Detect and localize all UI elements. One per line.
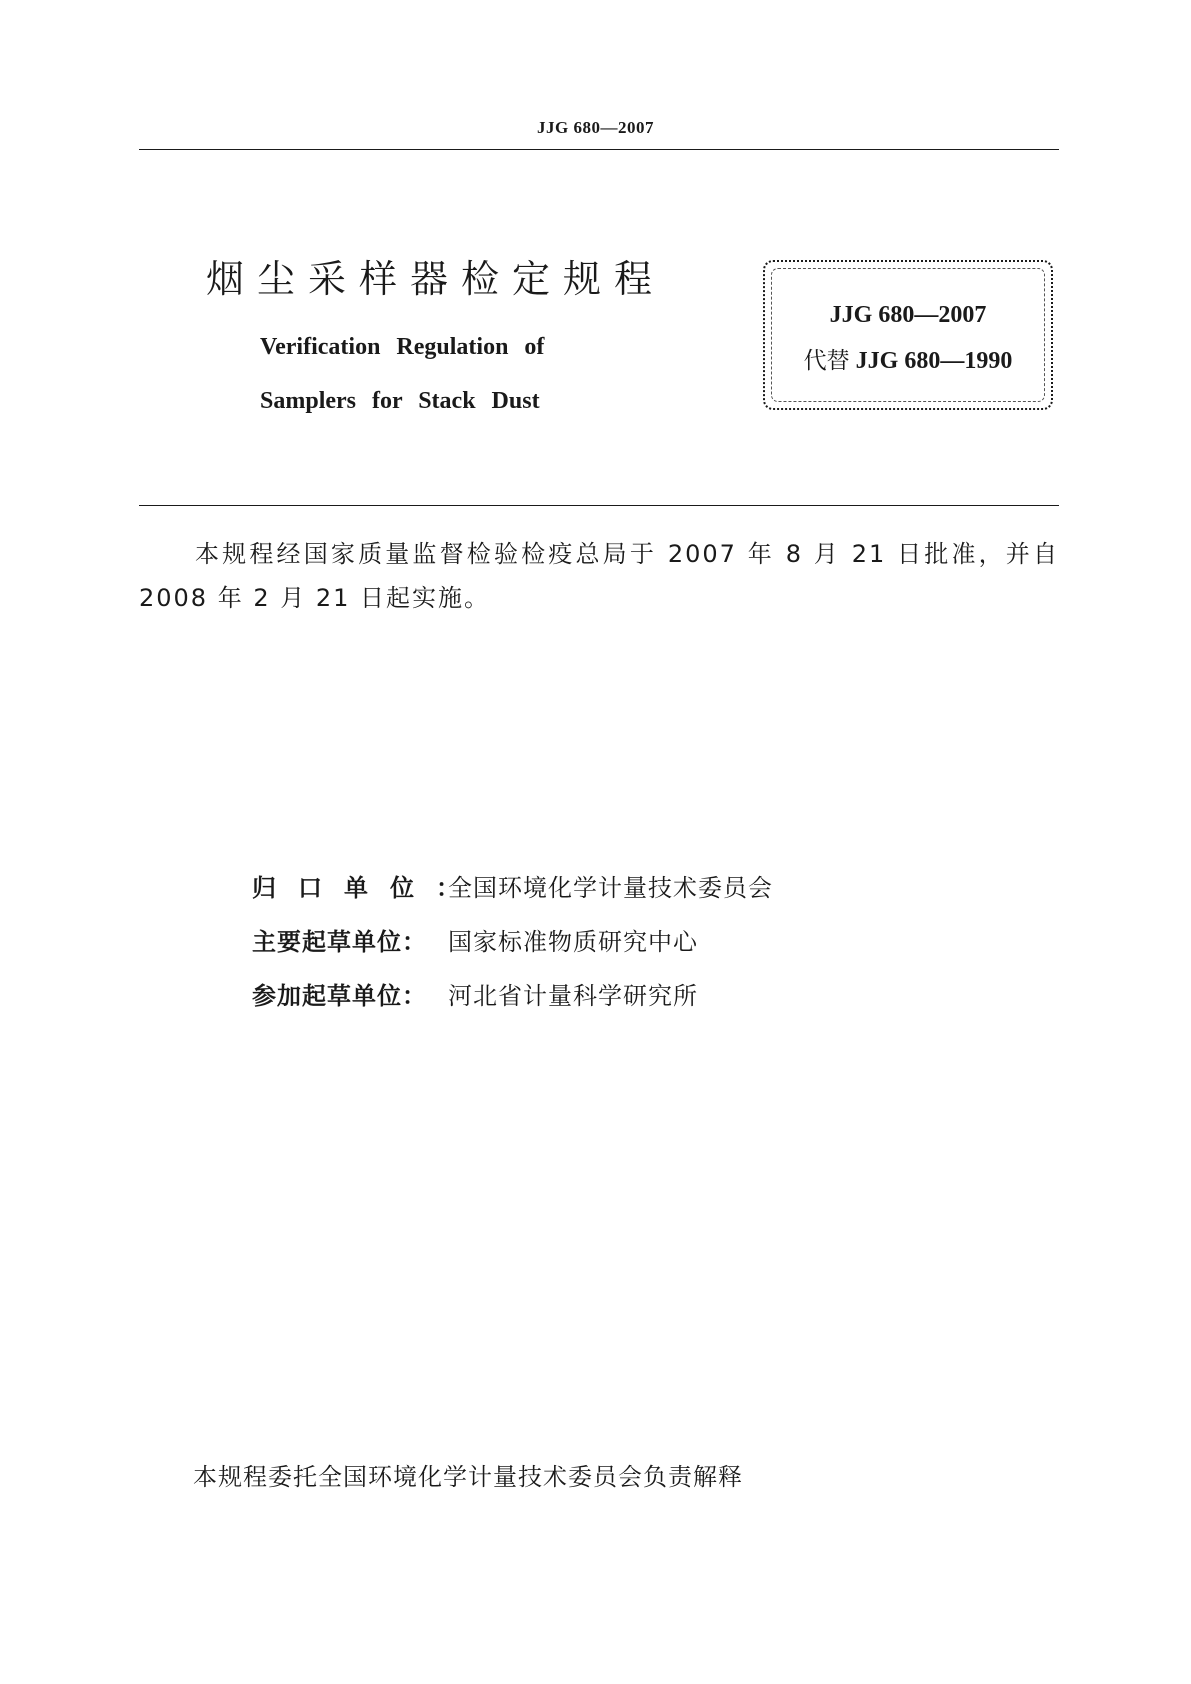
running-header-code: JJG 680—2007 [537, 118, 654, 137]
responsible-unit-row [252, 868, 773, 903]
standard-code-box [763, 260, 1053, 410]
main-drafting-unit-label: 主要起草单位： [252, 928, 427, 956]
participating-drafting-unit-value: 河北省计量科学研究所 [448, 982, 698, 1010]
participating-drafting-unit-row [252, 976, 698, 1011]
main-drafting-unit-row [252, 922, 698, 957]
document-title-english-line2: Samplers for Stack Dust [260, 388, 540, 414]
document-title-english-line1: Verification Regulation of [260, 334, 545, 360]
participating-drafting-unit-label: 参加起草单位： [252, 982, 427, 1010]
replaces-code-line [765, 342, 1051, 375]
responsible-unit-value: 全国环境化学计量技术委员会 [448, 874, 773, 902]
approval-statement: 本规程经国家质量监督检验检疫总局于 2007 年 8 月 21 日批准，并自 2008 年 2 月 21 日起实施。 [139, 540, 1059, 612]
main-drafting-unit-value: 国家标准物质研究中心 [448, 928, 698, 956]
code-box-inner-border [771, 268, 1045, 402]
replaces-prefix: 代替 [803, 348, 850, 374]
replaced-code: JJG 680—1990 [855, 348, 1013, 374]
document-title-chinese: 烟尘采样器检定规程 [206, 257, 666, 301]
standard-code: JJG 680—2007 [829, 302, 987, 328]
header-rule [139, 149, 1059, 150]
interpretation-note: 本规程委托全国环境化学计量技术委员会负责解释 [193, 1463, 743, 1491]
section-rule [139, 505, 1059, 506]
responsible-unit-label: 归口单位： [252, 874, 482, 902]
